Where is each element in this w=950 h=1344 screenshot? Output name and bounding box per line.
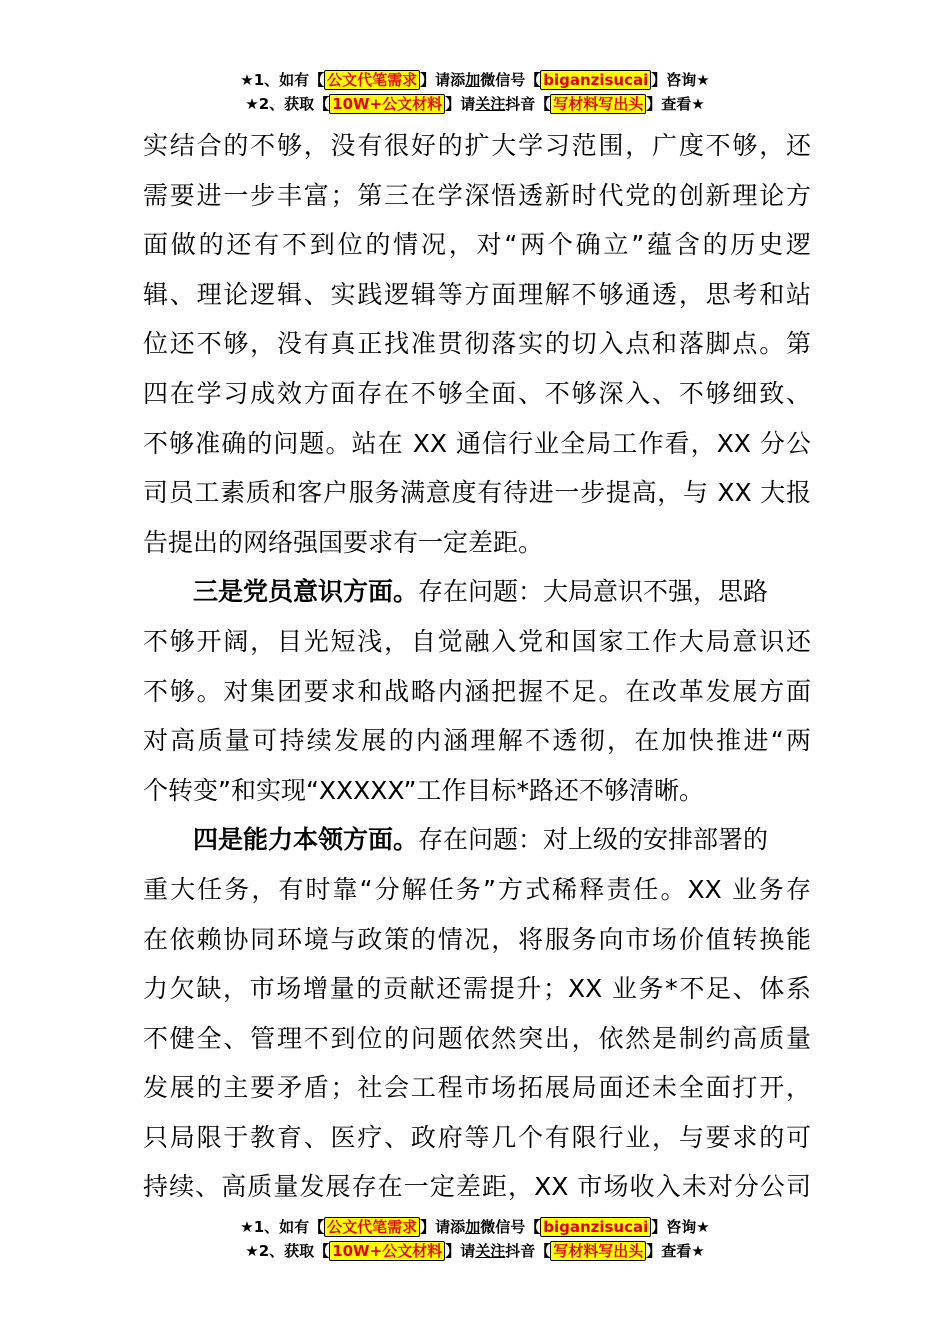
document-body <box>143 121 811 1212</box>
highlight-materials: 10W+公文材料 <box>329 1241 445 1261</box>
section-heading-party-awareness: 三是党员意识方面。 <box>193 577 419 607</box>
banner-text: ★1、如有【 <box>240 1218 325 1236</box>
banner-text: 】查看★ <box>646 95 705 113</box>
text-run: 存在问题：对上级的安排部署的 <box>418 825 769 855</box>
text-line: 个转变”和实现“XXXXX”工作目标*路还不够清晰。 <box>143 775 704 805</box>
text-line: 需要进一步丰富；第三在学深悟透新时代党的创新理论方 <box>143 180 811 210</box>
banner-line-1 <box>0 1215 950 1239</box>
text-run: 存在问题：大局意识不强，思路 <box>418 577 769 607</box>
banner-underlined: 加 <box>465 1218 481 1236</box>
banner-line-2 <box>0 92 950 116</box>
section-4-first-line <box>143 815 811 865</box>
text-line: 面做的还有不到位的情况，对“两个确立”蕴含的历史逻 <box>143 230 811 260</box>
text-line: 位还不够，没有真正找准贯彻落实的切入点和落脚点。第 <box>143 329 811 359</box>
text-line: 对高质量可持续发展的内涵理解不透彻，在加快推进“两 <box>143 726 811 756</box>
banner-underlined: 加 <box>465 71 481 89</box>
banner-text: 抖音【 <box>505 1242 551 1260</box>
highlight-wechat-id: biganzisucai <box>540 1217 651 1237</box>
banner-text: ★1、如有【 <box>240 71 325 89</box>
header-banner <box>0 68 950 116</box>
banner-underlined: 关注 <box>475 95 506 113</box>
section-heading-capability: 四是能力本领方面。 <box>193 825 419 855</box>
banner-text: 】请 <box>445 1242 476 1260</box>
banner-text: 】请添 <box>420 71 466 89</box>
footer-banner <box>0 1215 950 1263</box>
text-line: 不够开阔，目光短浅，自觉融入党和国家工作大局意识还 <box>143 626 811 656</box>
banner-text: 】咨询★ <box>651 1218 710 1236</box>
text-line: 不健全、管理不到位的问题依然突出，依然是制约高质量 <box>143 1023 811 1053</box>
text-line: 重大任务，有时靠“分解任务”方式稀释责任。XX 业务存 <box>143 874 811 904</box>
banner-underlined: 关注 <box>475 1242 506 1260</box>
text-line: 司员工素质和客户服务满意度有待进一步提高，与 XX 大报 <box>143 478 811 508</box>
banner-text: 微信号【 <box>480 1218 541 1236</box>
highlight-service: 公文代笔需求 <box>324 1217 420 1237</box>
highlight-douyin-account: 写材料写出头 <box>550 94 646 114</box>
text-line: 在依赖协同环境与政策的情况，将服务向市场价值转换能 <box>143 924 811 954</box>
text-line: 不够。对集团要求和战略内涵把握不足。在改革发展方面 <box>143 676 811 706</box>
banner-text: 】查看★ <box>646 1242 705 1260</box>
banner-text: 】请添 <box>420 1218 466 1236</box>
text-line: 不够准确的问题。站在 XX 通信行业全局工作看，XX 分公 <box>143 428 811 458</box>
banner-text: 】咨询★ <box>651 71 710 89</box>
banner-line-2 <box>0 1239 950 1263</box>
text-line: 力欠缺，市场增量的贡献还需提升；XX 业务*不足、体系 <box>143 974 811 1004</box>
banner-text: ★2、获取【 <box>245 95 330 113</box>
banner-text: ★2、获取【 <box>245 1242 330 1260</box>
highlight-service: 公文代笔需求 <box>324 70 420 90</box>
text-line: 持续、高质量发展存在一定差距，XX 市场收入未对分公司 <box>143 1172 811 1202</box>
text-line: 告提出的网络强国要求有一定差距。 <box>143 527 544 557</box>
highlight-materials: 10W+公文材料 <box>329 94 445 114</box>
text-line: 发展的主要矛盾；社会工程市场拓展局面还未全面打开， <box>143 1073 811 1103</box>
banner-text: 】请 <box>445 95 476 113</box>
highlight-wechat-id: biganzisucai <box>540 70 651 90</box>
banner-text: 微信号【 <box>480 71 541 89</box>
banner-text: 抖音【 <box>505 95 551 113</box>
text-line: 四在学习成效方面存在不够全面、不够深入、不够细致、 <box>143 378 811 408</box>
section-3-first-line <box>143 567 811 617</box>
banner-line-1 <box>0 68 950 92</box>
text-line: 实结合的不够，没有很好的扩大学习范围，广度不够，还 <box>143 131 811 160</box>
text-line: 只局限于教育、医疗、政府等几个有限行业，与要求的可 <box>143 1122 811 1152</box>
highlight-douyin-account: 写材料写出头 <box>550 1241 646 1261</box>
text-line: 辑、理论逻辑、实践逻辑等方面理解不够通透，思考和站 <box>143 279 811 309</box>
